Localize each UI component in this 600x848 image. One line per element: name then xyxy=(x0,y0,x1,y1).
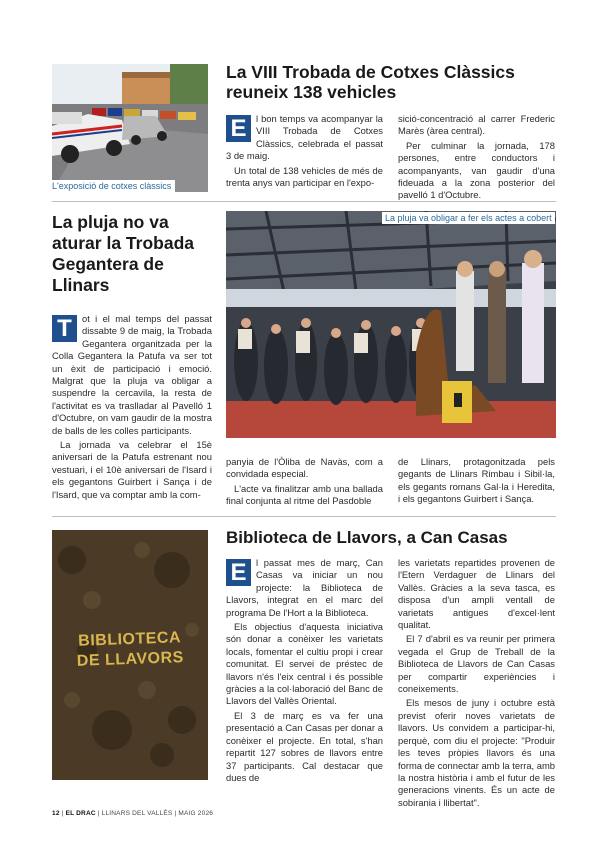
article2-column-1 xyxy=(52,313,212,503)
cover-title-line1: BIBLIOTECA xyxy=(77,629,182,650)
article1-col2-p1: sició-concentració al carrer Frederic Marès (àrea central). xyxy=(398,113,555,137)
article3-col1-p2: Els objectius d'aquesta iniciativa són donar a conèixer les varietats locals, fomentar el cultiu propi i crear comunitat. El servei de préstec de llavors n'és l'eix central i és possible gràcies a la col·laboració del Banc de Llavors del Vallès Oriental. xyxy=(226,621,383,707)
footer-date: MAIG 2026 xyxy=(178,810,214,817)
article3-col1-p3: El 3 de març es va fer una presentació a Can Casas per donar a conèixer el projecte. En total, s'han repartit 127 sobres de llavors entre 37 participants. Cal destacar que dues de xyxy=(226,709,383,783)
article2-col2-p1: panyia de l'Òliba de Navàs, com a convidada especial. xyxy=(226,456,383,480)
giants-caption: La pluja va obligar a fer els actes a cobert xyxy=(382,212,555,224)
article1-col1-p2: Un total de 138 vehicles de més de trenta anys van participar en l'expo- xyxy=(226,164,383,189)
article2-dropcap: T xyxy=(52,315,77,342)
divider-1 xyxy=(52,201,556,202)
footer-town: LLINARS DEL VALLÈS xyxy=(101,810,173,817)
article2-title-line3: Gegantera de xyxy=(52,254,164,274)
article1-col1-p1: l bon temps va acompanyar la VIII Trobada de Cotxes Clàssics, celebrada el passat 3 de maig. xyxy=(226,113,383,162)
cover-title xyxy=(52,627,208,672)
article1-title-line1: La VIII Trobada de Cotxes Clàssics xyxy=(226,62,515,82)
article2-col1-p2: La jornada va celebrar el 15è aniversari de la Patufa estrenant nou vestuari, i el 10è aniversari de l'Isard i els gegantons Guirbert i Sança i de l'Isard, que va comptar amb la com- xyxy=(52,439,212,500)
article2-col1-p1: ot i el mal temps del passat dissabte 9 de maig, la Trobada Gegantera organitzada per la Colla Gegantera la Patufa va ser tot un èxit de participació i emoció. Malgrat que la pluja va obligar a suspendre la cercavila, la resta de l'activitat es va traslladar al Pavelló 1 d'Octubre, on vam gaudir de la mostra de balls de les colles participants. xyxy=(52,313,212,436)
classic-cars-caption: L'exposició de cotxes clàssics xyxy=(52,180,175,192)
article2-title xyxy=(52,212,222,296)
article3-column-1 xyxy=(226,557,383,786)
article3-col2-p3: Els mesos de juny i octubre està previst oferir noves varietats de llavors. Us convidem a participar-hi, perquè, com diu el projecte: "Produir les teves pròpies llavors és una forma de connectar amb la terra, amb la nostra història i amb el futur de les generacions vinents. És un acte de sobirania i llibertat". xyxy=(398,697,555,808)
page-number: 12 xyxy=(52,810,60,817)
article2-column-2 xyxy=(226,456,383,510)
cover-title-line2: DE LLAVORS xyxy=(76,649,185,670)
article2-title-line4: Llinars xyxy=(52,275,110,295)
giants-photo xyxy=(226,211,556,438)
article2-title-line1: La pluja no va xyxy=(52,212,169,232)
article2-col2-p2: L'acte va finalitzar amb una ballada final conjunta al ritme del Pasdoble xyxy=(226,482,383,507)
classic-cars-photo xyxy=(52,64,208,192)
article3-dropcap: E xyxy=(226,559,251,586)
giants-illustration xyxy=(226,211,556,438)
article3-col1-p1: l passat mes de març, Can Casas va iniciar un nou projecte: la Biblioteca de Llavors, integrat en el marc del programa De l'Hort a la Biblioteca. xyxy=(226,557,383,618)
article2-column-3 xyxy=(398,456,555,508)
article3-column-2 xyxy=(398,557,555,811)
article1-column-1 xyxy=(226,113,383,191)
article1-title-line2: reuneix 138 vehicles xyxy=(226,82,397,102)
article3-title: Biblioteca de Llavors, a Can Casas xyxy=(226,528,508,547)
seed-library-cover xyxy=(52,530,208,780)
article2-col3-p1: de Llinars, protagonitzada pels gegants de Llinars Rimbau i Sibil·la, els gegants romans Gal·la i Heredita, i els gegantons Guirbert i Sança. xyxy=(398,456,555,505)
page-footer: 12 | EL DRAC | LLINARS DEL VALLÈS | MAIG 2026 xyxy=(52,810,214,817)
article2-title-line2: aturar la Trobada xyxy=(52,233,194,253)
article1-column-2 xyxy=(398,113,555,204)
article1-col2-p2: Per culminar la jornada, 178 persones, entre conductors i acompanyants, van gaudir d'una fideuada a la zona posterior del pavelló 1 d'Octubre. xyxy=(398,139,555,201)
divider-2 xyxy=(52,516,556,517)
article1-title xyxy=(226,62,556,102)
magazine-name: EL DRAC xyxy=(65,810,96,817)
article3-col2-p1: les varietats repartides provenen de l'Etern Verdaguer de Llinars del Vallès. Gràcies a la seva tasca, es disposa d'un ampli ventall de varietats antigues d'excel·lent qualitat. xyxy=(398,557,555,631)
classic-cars-illustration xyxy=(52,64,208,192)
article1-dropcap: E xyxy=(226,115,251,142)
article3-col2-p2: El 7 d'abril es va reunir per primera vegada el Grup de Treball de la Biblioteca de Llavors de Can Casas per compartir experiències i coneixements. xyxy=(398,633,555,695)
